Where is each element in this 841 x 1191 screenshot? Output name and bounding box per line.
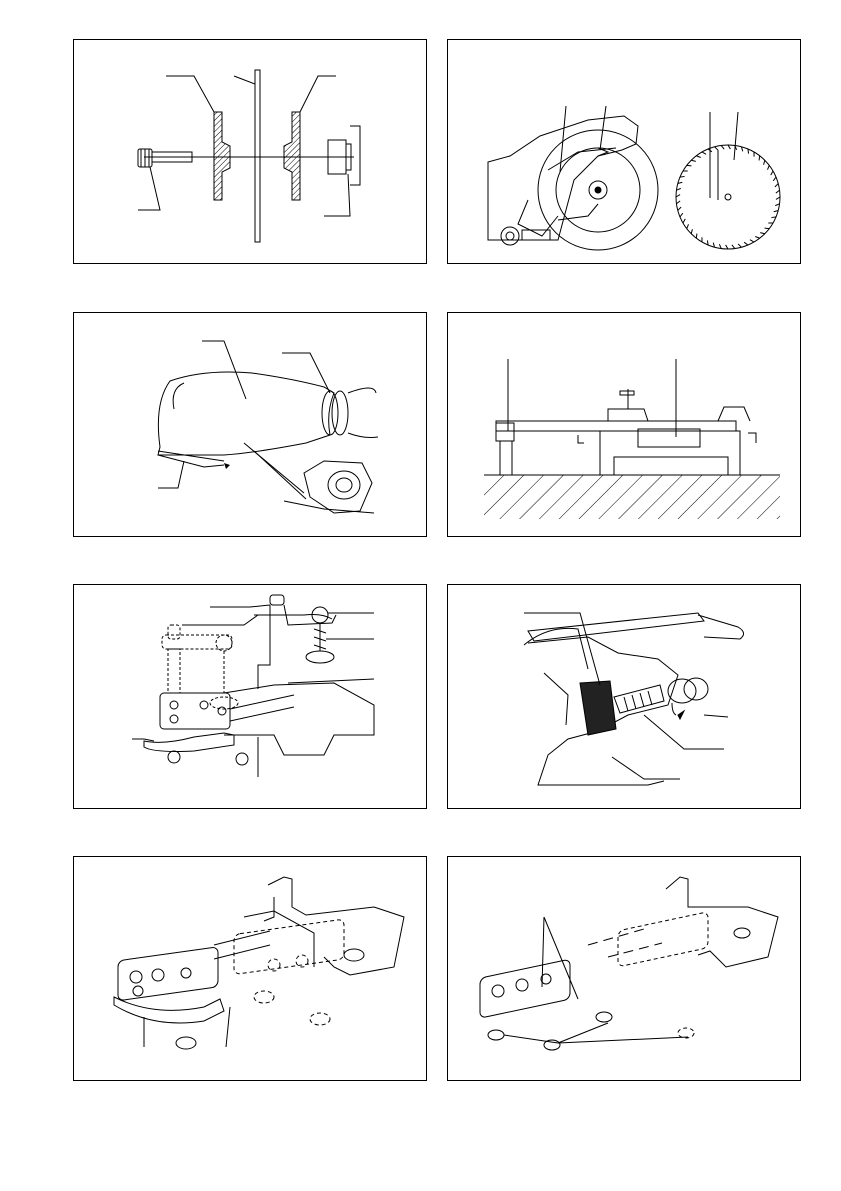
figure-dust-bag: [73, 312, 427, 537]
blade-tooth: [680, 213, 683, 217]
blade-tooth: [773, 177, 776, 181]
blade-tooth: [696, 234, 697, 239]
blade-tooth: [750, 240, 754, 242]
figure-holder-assembly: [73, 856, 427, 1081]
blade-tooth: [771, 217, 776, 218]
blade-assembly-drawing: [74, 40, 428, 265]
blade-tooth: [715, 147, 718, 150]
blade-tooth: [775, 184, 778, 187]
blade-tooth: [767, 165, 769, 169]
blade-tooth: [721, 145, 724, 149]
figure-horizontal-vise: [447, 584, 801, 809]
blade-tooth: [728, 145, 730, 149]
blade-tooth: [713, 243, 714, 248]
blade-tooth: [676, 195, 680, 197]
blade-tooth: [755, 236, 759, 238]
figure-blade-assembly: [73, 39, 427, 264]
blade-tooth: [680, 176, 685, 177]
figure-saw-blade-direction: [447, 39, 801, 264]
blade-tooth: [707, 240, 708, 245]
blade-tooth: [764, 160, 765, 165]
blade-tooth: [691, 160, 696, 161]
blade-tooth: [771, 171, 773, 175]
blade-tooth: [691, 229, 692, 234]
blade-tooth: [738, 244, 741, 247]
blade-tooth: [759, 156, 760, 161]
saw-blade-drawing: [448, 40, 802, 265]
blade-tooth: [683, 219, 685, 223]
blade-tooth: [678, 207, 681, 210]
blade-tooth: [776, 190, 780, 193]
blade-tooth: [732, 245, 735, 249]
blade-tooth: [678, 182, 683, 183]
horizontal-vise-drawing: [448, 585, 802, 810]
figure-holder-assembly-extended: [447, 856, 801, 1081]
blade-tooth: [765, 228, 770, 229]
holder-extended-drawing: [448, 857, 802, 1082]
blade-tooth: [702, 152, 706, 154]
blade-tooth: [744, 242, 748, 245]
blade-tooth: [760, 233, 765, 234]
blade-tooth: [676, 201, 680, 204]
blade-tooth: [696, 156, 700, 158]
blade-tooth: [687, 165, 692, 166]
blade-tooth: [726, 245, 728, 249]
blade-tooth: [687, 224, 689, 228]
figure-vertical-vise: [73, 584, 427, 809]
blade-tooth: [774, 210, 779, 211]
vertical-vise-drawing: [74, 585, 428, 810]
blade-tooth: [741, 147, 742, 152]
blade-tooth: [748, 149, 749, 154]
blade-tooth: [776, 197, 780, 199]
dust-bag-drawing: [74, 313, 428, 538]
figure-saw-on-bench: [447, 312, 801, 537]
holder-assembly-drawing: [74, 857, 428, 1082]
bench-drawing: [448, 313, 802, 538]
